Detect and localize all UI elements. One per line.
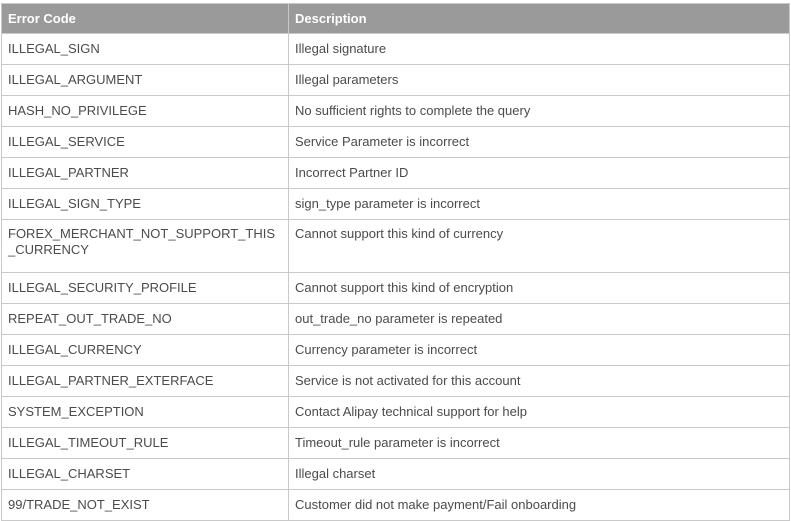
- error-code-table: [1, 3, 790, 521]
- table-row: [2, 428, 790, 459]
- error-code-cell: ILLEGAL_TIMEOUT_RULE: [2, 428, 289, 459]
- header-error-code: Error Code: [2, 4, 289, 34]
- header-description: Description: [289, 4, 790, 34]
- error-code-cell: FOREX_MERCHANT_NOT_SUPPORT_THIS_CURRENCY: [2, 220, 289, 273]
- table-row: [2, 335, 790, 366]
- error-code-cell: ILLEGAL_CURRENCY: [2, 335, 289, 366]
- error-code-cell: SYSTEM_EXCEPTION: [2, 397, 289, 428]
- table-row: [2, 273, 790, 304]
- table-row: [2, 189, 790, 220]
- table-row: [2, 34, 790, 65]
- table-row: [2, 304, 790, 335]
- table-row: [2, 158, 790, 189]
- error-code-cell: ILLEGAL_PARTNER: [2, 158, 289, 189]
- table-body: [2, 34, 790, 521]
- description-cell: Cannot support this kind of currency: [289, 220, 790, 273]
- description-cell: Cannot support this kind of encryption: [289, 273, 790, 304]
- description-cell: Illegal charset: [289, 459, 790, 490]
- error-code-cell: ILLEGAL_ARGUMENT: [2, 65, 289, 96]
- description-cell: Currency parameter is incorrect: [289, 335, 790, 366]
- description-cell: sign_type parameter is incorrect: [289, 189, 790, 220]
- error-code-cell: REPEAT_OUT_TRADE_NO: [2, 304, 289, 335]
- description-cell: Service Parameter is incorrect: [289, 127, 790, 158]
- error-code-cell: HASH_NO_PRIVILEGE: [2, 96, 289, 127]
- table-row: [2, 220, 790, 273]
- table-row: [2, 397, 790, 428]
- error-code-cell: ILLEGAL_SECURITY_PROFILE: [2, 273, 289, 304]
- description-cell: Incorrect Partner ID: [289, 158, 790, 189]
- error-code-cell: ILLEGAL_SIGN: [2, 34, 289, 65]
- description-cell: Contact Alipay technical support for help: [289, 397, 790, 428]
- description-cell: out_trade_no parameter is repeated: [289, 304, 790, 335]
- description-cell: No sufficient rights to complete the query: [289, 96, 790, 127]
- error-code-cell: ILLEGAL_CHARSET: [2, 459, 289, 490]
- error-code-cell: ILLEGAL_SERVICE: [2, 127, 289, 158]
- description-cell: Illegal signature: [289, 34, 790, 65]
- error-code-cell: 99/TRADE_NOT_EXIST: [2, 490, 289, 521]
- table-row: [2, 65, 790, 96]
- error-code-cell: ILLEGAL_PARTNER_EXTERFACE: [2, 366, 289, 397]
- header-row: [2, 4, 790, 34]
- description-cell: Customer did not make payment/Fail onboarding: [289, 490, 790, 521]
- table-row: [2, 459, 790, 490]
- table-header: [2, 4, 790, 34]
- table-row: [2, 127, 790, 158]
- table-row: [2, 490, 790, 521]
- description-cell: Timeout_rule parameter is incorrect: [289, 428, 790, 459]
- table-row: [2, 366, 790, 397]
- description-cell: Service is not activated for this account: [289, 366, 790, 397]
- description-cell: Illegal parameters: [289, 65, 790, 96]
- error-code-cell: ILLEGAL_SIGN_TYPE: [2, 189, 289, 220]
- table-row: [2, 96, 790, 127]
